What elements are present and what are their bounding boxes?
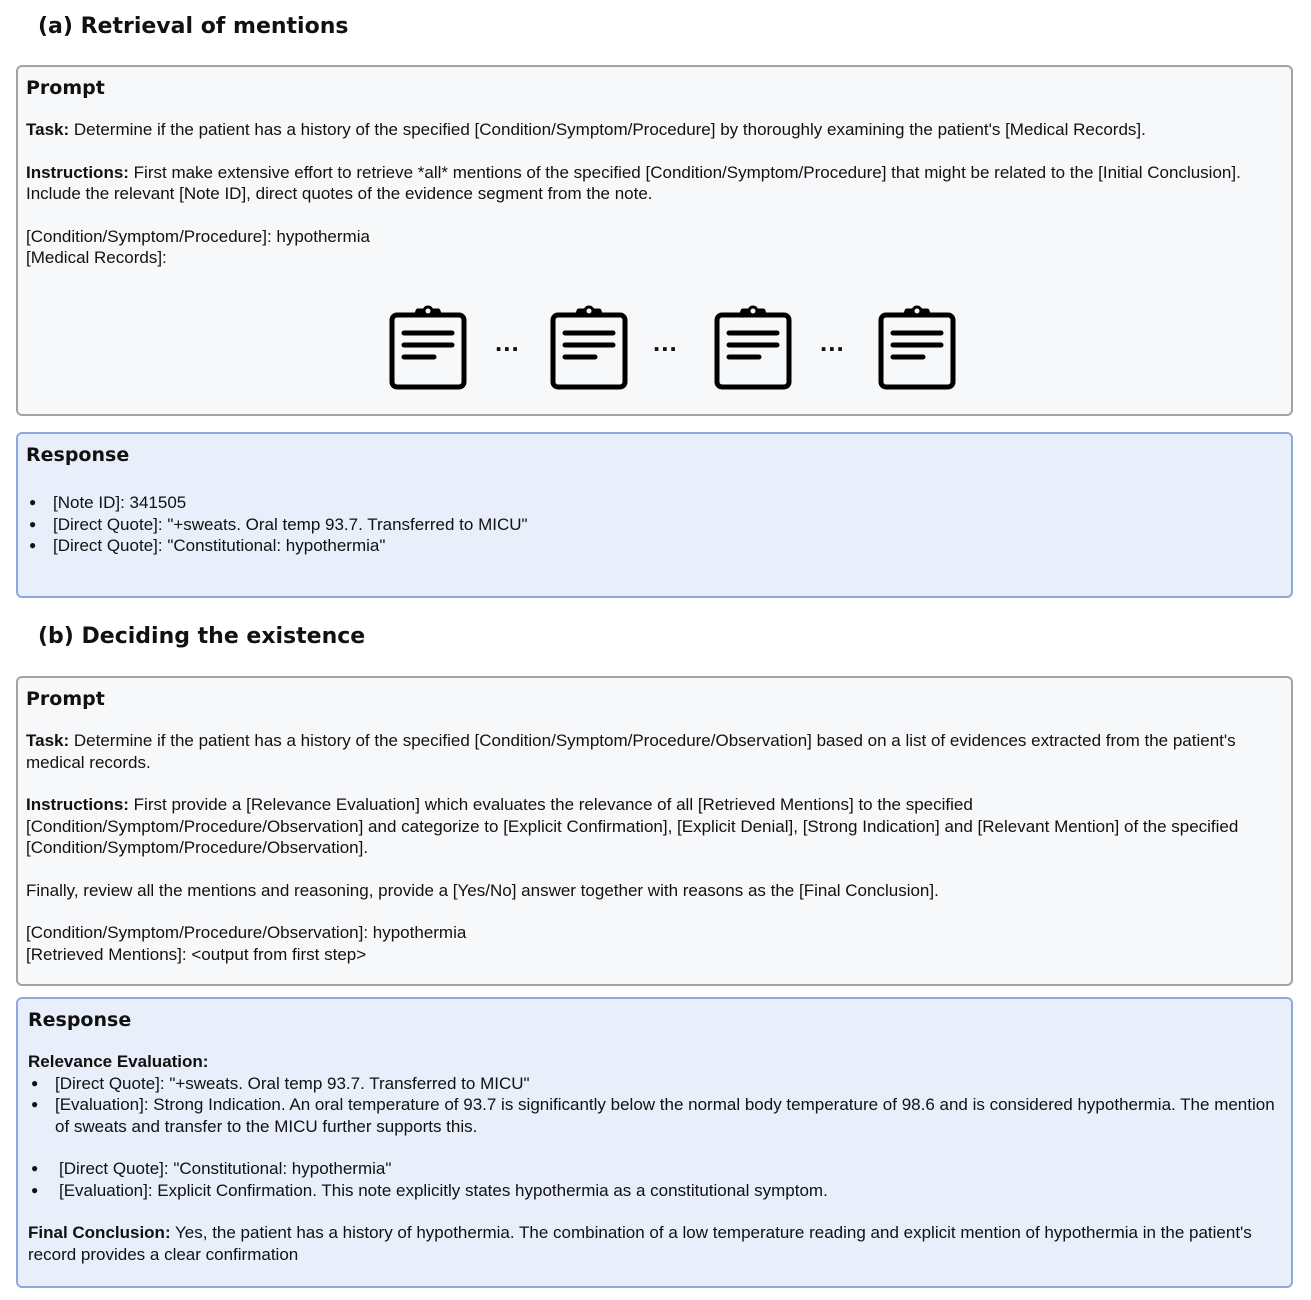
- list-item: ● [Evaluation]: Explicit Confirmation. This note explicitly states hypothermia as a constitutional symptom.: [28, 1180, 1283, 1202]
- instructions-label: Instructions:: [26, 795, 129, 814]
- clipboard-icon: [388, 305, 468, 391]
- retrieved-mentions-line: [Retrieved Mentions]: <output from first step>: [26, 944, 367, 964]
- prompt-box-b: [16, 676, 1293, 986]
- medical-records-icons: [388, 305, 968, 395]
- task-text: Determine if the patient has a history of the specified [Condition/Symptom/Procedure/Observation] based on a list of evidences extracted from the patient's medical records.: [26, 731, 1236, 772]
- medical-records-line: [Medical Records]:: [26, 248, 167, 267]
- instructions-text: First provide a [Relevance Evaluation] which evaluates the relevance of all [Retrieved Mentions] to the specified [Condition/Symptom/Procedure/Observation] and categorize to [Explicit Confirmation], [Explicit Denial], [Strong Indication] and [Relevant Mention] of the specified [Condition/Symptom/Procedure/Observation].: [26, 795, 1239, 857]
- list-item: ● [Evaluation]: Strong Indication. An oral temperature of 93.7 is significantly below the normal body temperature of 98.6 and is considered hypothermia. The mention of sweats and transfer to the MICU further supports this.: [28, 1094, 1283, 1137]
- list-item: ● [Note ID]: 341505: [26, 492, 1283, 514]
- ellipsis: ...: [820, 327, 845, 357]
- list-item: ● [Direct Quote]: "+sweats. Oral temp 93.7. Transferred to MICU": [28, 1073, 1283, 1095]
- task-text: Determine if the patient has a history of the specified [Condition/Symptom/Procedure] by thoroughly examining the patient's [Medical Records].: [69, 120, 1146, 139]
- response-box-b: [16, 997, 1293, 1288]
- prompt-title: Prompt: [26, 77, 105, 99]
- instructions-paragraph: [26, 162, 1283, 205]
- ellipsis: ...: [653, 327, 678, 357]
- section-b-title: (b) Deciding the existence: [38, 624, 366, 649]
- task-label: Task:: [26, 120, 70, 139]
- list-item: ● [Direct Quote]: "Constitutional: hypothermia": [28, 1158, 1283, 1180]
- relevance-evaluation-label: Relevance Evaluation:: [28, 1052, 209, 1071]
- finally-paragraph: Finally, review all the mentions and reasoning, provide a [Yes/No] answer together with reasons as the [Final Conclusion].: [26, 880, 939, 900]
- task-label: Task:: [26, 731, 70, 750]
- list-item: ● [Direct Quote]: "Constitutional: hypothermia": [26, 535, 1283, 557]
- task-paragraph: [26, 730, 1283, 773]
- instructions-label: Instructions:: [26, 162, 129, 182]
- ellipsis: ...: [495, 327, 520, 357]
- section-a-title: (a) Retrieval of mentions: [38, 14, 349, 39]
- clipboard-icon: [549, 305, 629, 391]
- evaluation-list-2: [28, 1158, 1283, 1201]
- instructions-text: First make extensive effort to retrieve *all* mentions of the specified [Condition/Symptom/Procedure] that might be related to the [Initial Conclusion]. Include the relevant [Note ID], direct quotes of the evidence segment from the note.: [26, 162, 1241, 203]
- instructions-paragraph: [26, 794, 1283, 859]
- response-title: Response: [28, 1009, 132, 1031]
- prompt-title: Prompt: [26, 688, 105, 710]
- clipboard-icon: [713, 305, 793, 391]
- final-conclusion-label: Final Conclusion:: [28, 1223, 171, 1242]
- condition-line: [Condition/Symptom/Procedure/Observation]: hypothermia: [26, 923, 467, 942]
- final-conclusion-paragraph: [28, 1222, 1283, 1265]
- evaluation-list-1: [28, 1073, 1283, 1138]
- condition-line: [Condition/Symptom/Procedure]: hypothermia: [26, 226, 370, 246]
- clipboard-icon: [877, 305, 957, 391]
- task-paragraph: [26, 119, 1283, 141]
- response-box-a: [16, 432, 1293, 598]
- final-conclusion-text: Yes, the patient has a history of hypothermia. The combination of a low temperature reading and explicit mention of hypothermia in the patient's record provides a clear confirmation: [28, 1223, 1252, 1264]
- list-item: ● [Direct Quote]: "+sweats. Oral temp 93.7. Transferred to MICU": [26, 514, 1283, 536]
- response-list: [26, 492, 1283, 557]
- prompt-box-a: [16, 65, 1293, 416]
- response-title: Response: [26, 444, 130, 466]
